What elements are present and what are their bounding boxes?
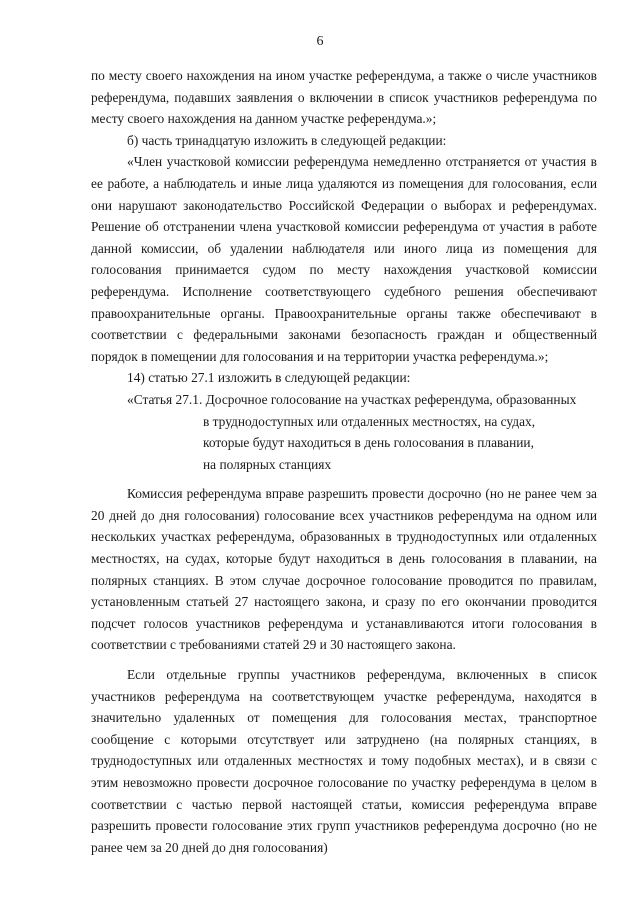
paragraph-amendment-b: б) часть тринадцатую изложить в следующей редакции: <box>127 132 447 148</box>
paragraph-continuation: по месту своего нахождения на ином участке референдума, а также о числе участников референдума, подавших заявления о включении в список участников референдума по месту своего нахождения на данном участке референдума.»; <box>91 68 597 127</box>
article-paragraph-early-voting: Комиссия референдума вправе разрешить провести досрочно (но не ранее чем за 20 дней до дня голосования) голосование всех участников референдума на одном или нескольких участках референдума, образованных в труднодоступных или отдаленных местностях, на судах, которые будут находиться в день голосования в плавании, на полярных станциях. В этом случае досрочное голосование проводится по правилам, установленным статьей 27 настоящего закона, и сразу по его окончании проводится подсчет голосов участников референдума и устанавливаются итоги голосования в соответствии с требованиями статей 29 и 30 настоящего закона. <box>91 486 597 653</box>
article-title <box>91 389 597 475</box>
page-number: 6 <box>316 34 324 49</box>
paragraph-amendment-14: 14) статью 27.1 изложить в следующей редакции: <box>127 370 411 386</box>
article-title-line: в труднодоступных или отдаленных местностях, на судах, <box>203 413 536 429</box>
paragraph-commission-member: «Член участковой комиссии референдума немедленно отстраняется от участия в ее работе, а наблюдатель и иные лица удаляются из помещения для голосования, если они нарушают законодательство Российской Федерации о выборах и референдумах. Решение об отстранении члена участковой комиссии референдума от участия в работе данной комиссии, об удалении наблюдателя или иного лица из помещения для голосования принимается судом по месту нахождения участковой комиссии референдума. Исполнение соответствующего судебного решения обеспечивают правоохранительные органы. Правоохранительные органы также обеспечивают в соответствии с федеральными законами безопасность граждан и общественный порядок в помещении для голосования и на территории участка референдума.»; <box>91 154 597 364</box>
document-body <box>91 65 597 858</box>
article-title-line: на полярных станциях <box>203 456 332 472</box>
article-paragraph-remote-groups: Если отдельные группы участников референдума, включенных в список участников референдума на соответствующем участке референдума, находятся в значительно удаленных от помещения для голосования местах, транспортное сообщение с которыми отсутствует или затруднено (на полярных станциях, в труднодоступных или отдаленных местностях и тому подобных местах), и в связи с этим невозможно провести досрочное голосование по участку референдума в целом в соответствии с частью первой настоящей статьи, комиссия референдума вправе разрешить провести голосование этих групп участников референдума досрочно (но не ранее чем за 20 дней до дня голосования) <box>91 667 597 855</box>
article-title-line: «Статья 27.1. Досрочное голосование на участках референдума, образованных <box>127 391 577 407</box>
article-title-line: которые будут находиться в день голосования в плавании, <box>203 435 534 451</box>
